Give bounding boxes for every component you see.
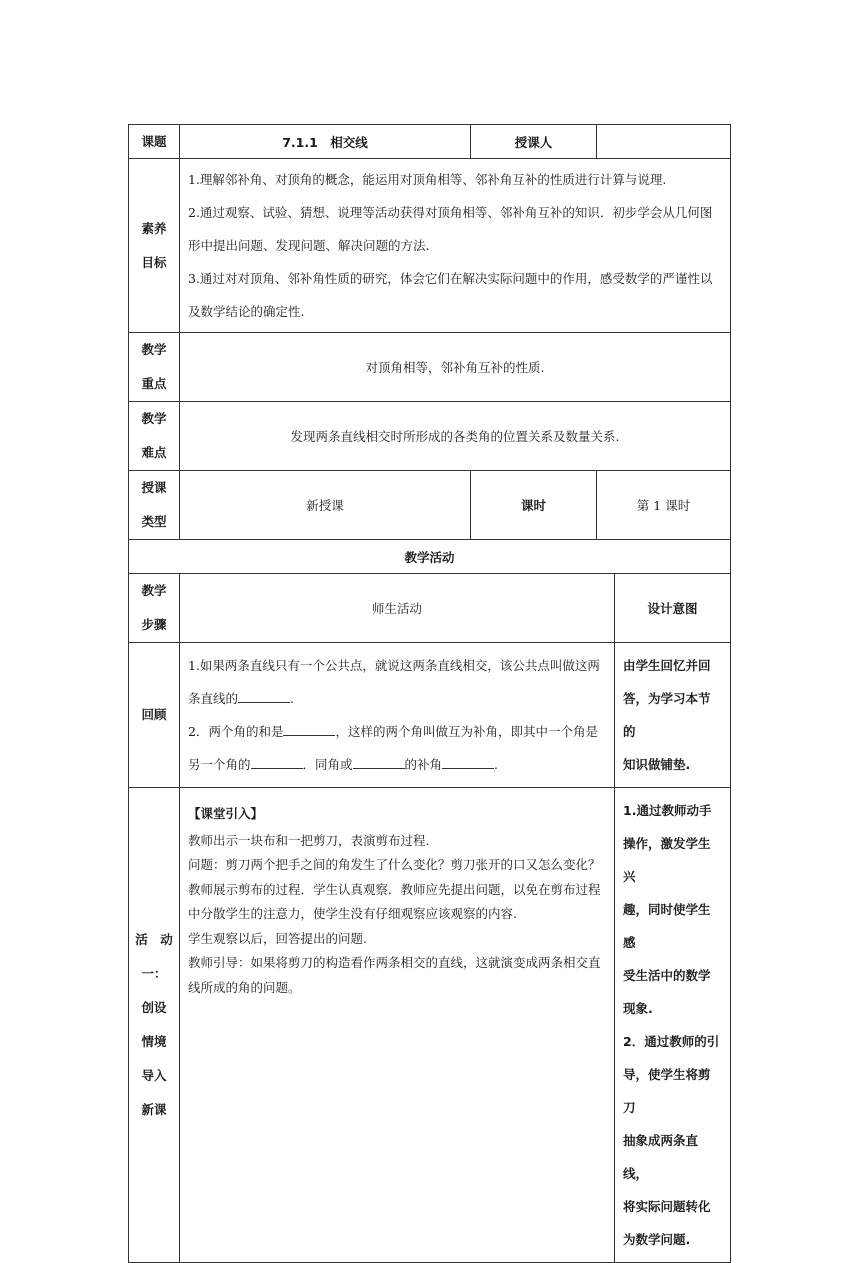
activity-1-paragraph: 教师出示一块布和一把剪刀，表演剪布过程. [188, 832, 430, 848]
review-question-1: 1.如果两条直线只有一个公共点，就说这两条直线相交，该公共点叫做这两条直线的 . [188, 658, 600, 706]
blank [283, 725, 335, 736]
activity-1-heading: 【课堂引入】 [188, 806, 264, 821]
row-activity-1 [129, 788, 731, 1263]
teacher-value [597, 125, 731, 159]
key-point-text: 对顶角相等，邻补角互补的性质. [180, 333, 731, 402]
row-key-point [129, 333, 731, 402]
goals-content [180, 159, 731, 333]
activity-1-paragraph: 教师引导：如果将剪刀的构造看作两条相交的直线，这就演变成两条相交直线所成的角的问题。 [188, 955, 601, 995]
activity-1-paragraph: 问题：剪刀两个把手之间的角发生了什么变化？剪刀张开的口又怎么变化？ [188, 857, 601, 872]
teacher-label: 授课人 [471, 125, 597, 159]
activity-column-header: 师生活动 [180, 574, 615, 643]
blank [238, 692, 290, 703]
review-content [180, 643, 615, 788]
activity-1-label: 活 动 一： 创设 情境 导入 新课 [129, 788, 180, 1263]
topic-label: 课题 [129, 125, 180, 159]
row-topic [129, 125, 731, 159]
row-activities-header [129, 540, 731, 574]
activity-1-content [180, 788, 615, 1263]
activity-1-paragraph: 学生观察以后，回答提出的问题. [188, 930, 367, 946]
topic-value: 7.1.1 相交线 [180, 125, 471, 159]
blank [353, 758, 405, 769]
key-point-label: 教学 重点 [129, 333, 180, 402]
goals-label: 素养 目标 [129, 159, 180, 333]
difficulty-text: 发现两条直线相交时所形成的各类角的位置关系及数量关系. [180, 402, 731, 471]
difficulty-label: 教学 难点 [129, 402, 180, 471]
activity-1-paragraph: 教师展示剪布的过程．学生认真观察．教师应先提出问题，以免在剪布过程中分散学生的注意力，使学生没有仔细观察应该观察的内容. [188, 881, 601, 921]
hours-value: 第 1 课时 [597, 471, 731, 540]
steps-label: 教学 步骤 [129, 574, 180, 643]
row-difficulty [129, 402, 731, 471]
review-label: 回顾 [129, 643, 180, 788]
review-intent: 由学生回忆并回 答，为学习本节的 知识做铺垫. [615, 643, 731, 788]
blank [442, 758, 494, 769]
blank [251, 758, 303, 769]
goal-item: 1.理解邻补角、对顶角的概念，能运用对顶角相等、邻补角互补的性质进行计算与说理. [188, 172, 667, 187]
lesson-type-label: 授课 类型 [129, 471, 180, 540]
row-goals [129, 159, 731, 333]
lesson-plan [128, 124, 730, 1263]
activities-header: 教学活动 [129, 540, 731, 574]
row-steps-header [129, 574, 731, 643]
row-review [129, 643, 731, 788]
hours-label: 课时 [471, 471, 597, 540]
intent-column-header: 设计意图 [615, 574, 731, 643]
lesson-type-value: 新授课 [180, 471, 471, 540]
activity-1-intent: 1.通过教师动手 操作，激发学生兴 趣，同时使学生感 受生活中的数学 现象. 2．通过教师的引 导，使学生将剪刀 抽象成两条直线， 将实际问题转化 为数学问题. [615, 788, 731, 1263]
goal-item: 3.通过对对顶角、邻补角性质的研究，体会它们在解决实际问题中的作用，感受数学的严谨性以及数学结论的确定性. [188, 271, 713, 319]
review-question-2: 2．两个角的和是 ，这样的两个角叫做互为补角，即其中一个角是另一个角的 ．同角或 的补角 . [188, 724, 598, 772]
lesson-plan-table [128, 124, 731, 1263]
goal-item: 2.通过观察、试验、猜想、说理等活动获得对顶角相等、邻补角互补的知识．初步学会从几何图形中提出问题、发现问题、解决问题的方法. [188, 205, 713, 253]
row-lesson-type [129, 471, 731, 540]
